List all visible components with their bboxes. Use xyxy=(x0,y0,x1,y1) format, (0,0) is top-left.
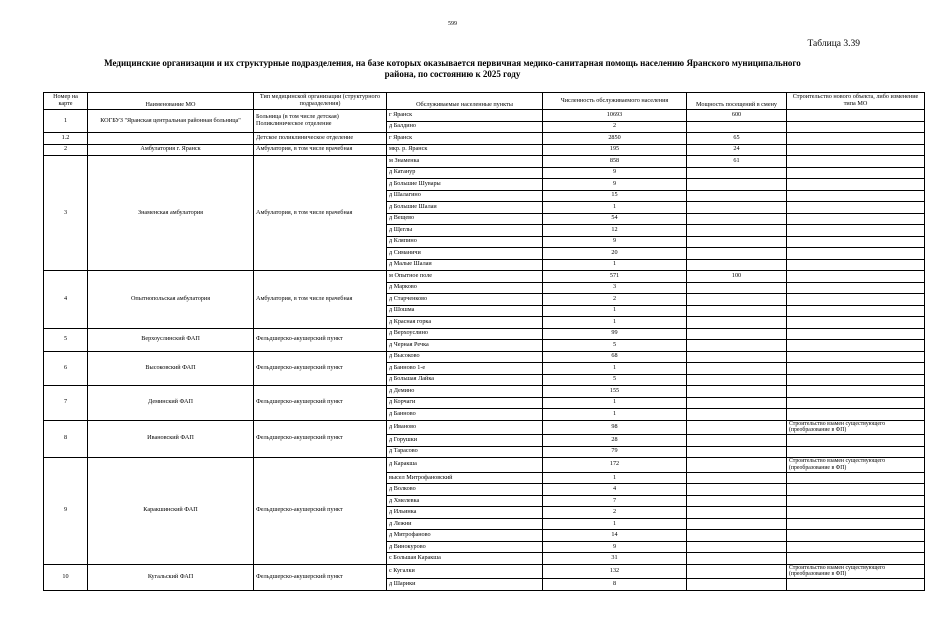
construction-note-cell xyxy=(787,144,925,156)
map-number-cell: 6 xyxy=(44,351,88,386)
settlement-cell: мкр. р. Яранск xyxy=(387,144,543,156)
capacity-cell xyxy=(687,458,787,473)
population-cell: 98 xyxy=(543,420,687,435)
capacity-cell: 24 xyxy=(687,144,787,156)
construction-note-cell xyxy=(787,259,925,271)
document-title: Медицинские организации и их структурные подразделения, на базе которых оказывается первичная медико-санитарная помощь населению Яранского муниципального района, по состоянию к 2025 году xyxy=(104,58,801,79)
settlement-cell: м Знаменка xyxy=(387,156,543,168)
settlement-cell: д Высоково xyxy=(387,351,543,363)
population-cell: 7 xyxy=(543,495,687,507)
map-number-cell: 1.2 xyxy=(44,133,88,145)
capacity-cell xyxy=(687,409,787,421)
population-cell: 1 xyxy=(543,472,687,484)
organization-type-cell: Фельдшерско-акушерский пункт xyxy=(254,328,387,351)
settlement-cell: с Кугалки xyxy=(387,564,543,579)
capacity-cell xyxy=(687,179,787,191)
population-cell: 1 xyxy=(543,305,687,317)
capacity-cell xyxy=(687,495,787,507)
settlement-cell: д Щеглы xyxy=(387,225,543,237)
organization-name-cell: Деминский ФАП xyxy=(88,386,254,421)
capacity-cell xyxy=(687,351,787,363)
map-number-cell: 5 xyxy=(44,328,88,351)
construction-note-cell xyxy=(787,340,925,352)
capacity-cell xyxy=(687,328,787,340)
table-row xyxy=(44,458,925,473)
column-header: Мощность посещений в смену xyxy=(687,93,787,110)
construction-note-cell xyxy=(787,305,925,317)
population-cell: 155 xyxy=(543,386,687,398)
population-cell: 2850 xyxy=(543,133,687,145)
capacity-cell xyxy=(687,236,787,248)
capacity-cell xyxy=(687,213,787,225)
settlement-cell: д Ильинка xyxy=(387,507,543,519)
construction-note-cell xyxy=(787,179,925,191)
population-cell: 1 xyxy=(543,202,687,214)
settlement-cell: д Большие Шалаи xyxy=(387,202,543,214)
capacity-cell xyxy=(687,579,787,591)
capacity-cell xyxy=(687,317,787,329)
table-row xyxy=(44,156,925,168)
settlement-cell: д Черная Речка xyxy=(387,340,543,352)
construction-note-cell xyxy=(787,579,925,591)
settlement-cell: д Винокурово xyxy=(387,541,543,553)
settlement-cell: д Верхоуслино xyxy=(387,328,543,340)
construction-note-cell xyxy=(787,446,925,458)
population-cell: 12 xyxy=(543,225,687,237)
population-cell: 858 xyxy=(543,156,687,168)
organization-name-cell: Знаменская амбулатория xyxy=(88,156,254,271)
population-cell: 1 xyxy=(543,397,687,409)
settlement-cell: д Демино xyxy=(387,386,543,398)
table-label: Таблица 3.39 xyxy=(807,39,860,49)
map-number-cell: 10 xyxy=(44,564,88,590)
population-cell: 1 xyxy=(543,409,687,421)
capacity-cell xyxy=(687,305,787,317)
capacity-cell xyxy=(687,553,787,565)
population-cell: 571 xyxy=(543,271,687,283)
capacity-cell: 61 xyxy=(687,156,787,168)
table-row xyxy=(44,386,925,398)
population-cell: 15 xyxy=(543,190,687,202)
construction-note-cell xyxy=(787,530,925,542)
organization-name-cell: Верхоуслинский ФАП xyxy=(88,328,254,351)
population-cell: 10693 xyxy=(543,110,687,122)
organization-type-cell: Фельдшерско-акушерский пункт xyxy=(254,351,387,386)
capacity-cell xyxy=(687,541,787,553)
population-cell: 1 xyxy=(543,317,687,329)
population-cell: 3 xyxy=(543,282,687,294)
healthcare-facilities-table xyxy=(43,92,925,591)
population-cell: 5 xyxy=(543,374,687,386)
settlement-cell: д Волково xyxy=(387,484,543,496)
map-number-cell: 1 xyxy=(44,110,88,133)
organization-type-cell: Фельдшерско-акушерский пункт xyxy=(254,386,387,421)
table-row xyxy=(44,420,925,435)
construction-note-cell xyxy=(787,248,925,260)
population-cell: 5 xyxy=(543,340,687,352)
population-cell: 172 xyxy=(543,458,687,473)
population-cell: 28 xyxy=(543,435,687,447)
construction-note-cell xyxy=(787,472,925,484)
settlement-cell: д Лежни xyxy=(387,518,543,530)
organization-type-cell: Фельдшерско-акушерский пункт xyxy=(254,420,387,458)
capacity-cell xyxy=(687,248,787,260)
construction-note-cell xyxy=(787,495,925,507)
population-cell: 195 xyxy=(543,144,687,156)
capacity-cell xyxy=(687,472,787,484)
settlement-cell: д Корчаги xyxy=(387,397,543,409)
population-cell: 2 xyxy=(543,507,687,519)
settlement-cell: д Шошма xyxy=(387,305,543,317)
organization-type-cell: Больница (в том числе детская) Поликлиническое отделение xyxy=(254,110,387,133)
column-header: Наименование МО xyxy=(88,93,254,110)
table-row xyxy=(44,144,925,156)
settlement-cell: д Хмелевка xyxy=(387,495,543,507)
construction-note-cell xyxy=(787,167,925,179)
settlement-cell: д Катанур xyxy=(387,167,543,179)
organization-name-cell xyxy=(88,133,254,145)
settlement-cell: д Банново xyxy=(387,409,543,421)
capacity-cell xyxy=(687,282,787,294)
construction-note-cell xyxy=(787,363,925,375)
table-header-row xyxy=(44,93,925,110)
settlement-cell: д Шарики xyxy=(387,579,543,591)
settlement-cell: д Балдино xyxy=(387,121,543,133)
settlement-cell: д Банново 1-е xyxy=(387,363,543,375)
population-cell: 4 xyxy=(543,484,687,496)
organization-type-cell: Амбулатория, в том числе врачебная xyxy=(254,144,387,156)
construction-note-cell xyxy=(787,435,925,447)
population-cell: 99 xyxy=(543,328,687,340)
capacity-cell xyxy=(687,121,787,133)
population-cell: 9 xyxy=(543,236,687,248)
capacity-cell xyxy=(687,190,787,202)
map-number-cell: 8 xyxy=(44,420,88,458)
population-cell: 54 xyxy=(543,213,687,225)
capacity-cell xyxy=(687,507,787,519)
organization-name-cell: Ивановский ФАП xyxy=(88,420,254,458)
population-cell: 1 xyxy=(543,363,687,375)
organization-name-cell: Амбулатория г. Яранск xyxy=(88,144,254,156)
organization-type-cell: Амбулатория, в том числе врачебная xyxy=(254,156,387,271)
capacity-cell xyxy=(687,435,787,447)
settlement-cell: д Красная горка xyxy=(387,317,543,329)
settlement-cell: д Кляпино xyxy=(387,236,543,248)
population-cell: 1 xyxy=(543,518,687,530)
organization-type-cell: Фельдшерско-акушерский пункт xyxy=(254,458,387,565)
construction-note-cell xyxy=(787,190,925,202)
capacity-cell xyxy=(687,530,787,542)
construction-note-cell xyxy=(787,328,925,340)
settlement-cell: д Горушки xyxy=(387,435,543,447)
table-body xyxy=(44,110,925,591)
map-number-cell: 3 xyxy=(44,156,88,271)
organization-name-cell: КОГБУЗ "Яранская центральная районная больница" xyxy=(88,110,254,133)
population-cell: 1 xyxy=(543,259,687,271)
construction-note-cell xyxy=(787,156,925,168)
population-cell: 8 xyxy=(543,579,687,591)
map-number-cell: 2 xyxy=(44,144,88,156)
table-row xyxy=(44,351,925,363)
page-number: 599 xyxy=(448,21,457,27)
capacity-cell xyxy=(687,225,787,237)
construction-note-cell: Строительство взамен существующего (преобразование в ФП) xyxy=(787,458,925,473)
capacity-cell xyxy=(687,420,787,435)
population-cell: 2 xyxy=(543,121,687,133)
organization-name-cell: Опытнопольская амбулатория xyxy=(88,271,254,329)
construction-note-cell xyxy=(787,351,925,363)
settlement-cell: д Шалагино xyxy=(387,190,543,202)
settlement-cell: г Яранск xyxy=(387,110,543,122)
organization-type-cell: Амбулатория, в том числе врачебная xyxy=(254,271,387,329)
table-row xyxy=(44,133,925,145)
construction-note-cell xyxy=(787,282,925,294)
map-number-cell: 4 xyxy=(44,271,88,329)
table-row xyxy=(44,271,925,283)
settlement-cell: г Яранск xyxy=(387,133,543,145)
capacity-cell xyxy=(687,202,787,214)
construction-note-cell xyxy=(787,121,925,133)
capacity-cell xyxy=(687,446,787,458)
construction-note-cell xyxy=(787,484,925,496)
population-cell: 79 xyxy=(543,446,687,458)
settlement-cell: д Митрофаново xyxy=(387,530,543,542)
capacity-cell xyxy=(687,363,787,375)
settlement-cell: д Малые Шалаи xyxy=(387,259,543,271)
settlement-cell: д Иваново xyxy=(387,420,543,435)
construction-note-cell xyxy=(787,236,925,248)
construction-note-cell xyxy=(787,518,925,530)
capacity-cell xyxy=(687,294,787,306)
settlement-cell: д Большие Шувары xyxy=(387,179,543,191)
population-cell: 20 xyxy=(543,248,687,260)
settlement-cell: д Большая Лайка xyxy=(387,374,543,386)
capacity-cell: 600 xyxy=(687,110,787,122)
population-cell: 9 xyxy=(543,167,687,179)
settlement-cell: д Каракша xyxy=(387,458,543,473)
capacity-cell: 65 xyxy=(687,133,787,145)
organization-name-cell: Кугальский ФАП xyxy=(88,564,254,590)
population-cell: 132 xyxy=(543,564,687,579)
population-cell: 9 xyxy=(543,541,687,553)
column-header: Тип медицинской организации (структурного подразделения) xyxy=(254,93,387,110)
table-row xyxy=(44,110,925,122)
construction-note-cell xyxy=(787,225,925,237)
capacity-cell xyxy=(687,340,787,352)
organization-type-cell: Фельдшерско-акушерский пункт xyxy=(254,564,387,590)
settlement-cell: д Старченково xyxy=(387,294,543,306)
population-cell: 2 xyxy=(543,294,687,306)
construction-note-cell: Строительство взамен существующего (преобразование в ФП) xyxy=(787,564,925,579)
population-cell: 68 xyxy=(543,351,687,363)
capacity-cell xyxy=(687,259,787,271)
settlement-cell: д Вещево xyxy=(387,213,543,225)
organization-name-cell: Высоковский ФАП xyxy=(88,351,254,386)
organization-name-cell: Каракшинский ФАП xyxy=(88,458,254,565)
population-cell: 9 xyxy=(543,179,687,191)
capacity-cell xyxy=(687,167,787,179)
settlement-cell: д Марково xyxy=(387,282,543,294)
settlement-cell: д Тарасово xyxy=(387,446,543,458)
settlement-cell: д Симаничи xyxy=(387,248,543,260)
construction-note-cell xyxy=(787,294,925,306)
column-header: Обслуживаемые населенные пункты xyxy=(387,93,543,110)
population-cell: 14 xyxy=(543,530,687,542)
settlement-cell: с Большая Каракша xyxy=(387,553,543,565)
organization-type-cell: Детское поликлиническое отделение xyxy=(254,133,387,145)
settlement-cell: высел Митрофановский xyxy=(387,472,543,484)
population-cell: 31 xyxy=(543,553,687,565)
column-header: Численность обслуживаемого населения xyxy=(543,93,687,110)
map-number-cell: 9 xyxy=(44,458,88,565)
construction-note-cell xyxy=(787,541,925,553)
construction-note-cell xyxy=(787,553,925,565)
construction-note-cell xyxy=(787,386,925,398)
construction-note-cell xyxy=(787,397,925,409)
map-number-cell: 7 xyxy=(44,386,88,421)
table-row xyxy=(44,564,925,579)
construction-note-cell xyxy=(787,317,925,329)
capacity-cell xyxy=(687,518,787,530)
column-header: Номер на карте xyxy=(44,93,88,110)
capacity-cell xyxy=(687,386,787,398)
capacity-cell xyxy=(687,484,787,496)
construction-note-cell xyxy=(787,110,925,122)
construction-note-cell xyxy=(787,271,925,283)
construction-note-cell xyxy=(787,213,925,225)
capacity-cell: 100 xyxy=(687,271,787,283)
capacity-cell xyxy=(687,397,787,409)
construction-note-cell xyxy=(787,374,925,386)
construction-note-cell xyxy=(787,507,925,519)
construction-note-cell: Строительство взамен существующего (преобразование в ФП) xyxy=(787,420,925,435)
construction-note-cell xyxy=(787,409,925,421)
capacity-cell xyxy=(687,564,787,579)
capacity-cell xyxy=(687,374,787,386)
construction-note-cell xyxy=(787,133,925,145)
construction-note-cell xyxy=(787,202,925,214)
column-header: Строительство нового объекта, либо изменение типа МО xyxy=(787,93,925,110)
settlement-cell: м Опытное поле xyxy=(387,271,543,283)
table-row xyxy=(44,328,925,340)
